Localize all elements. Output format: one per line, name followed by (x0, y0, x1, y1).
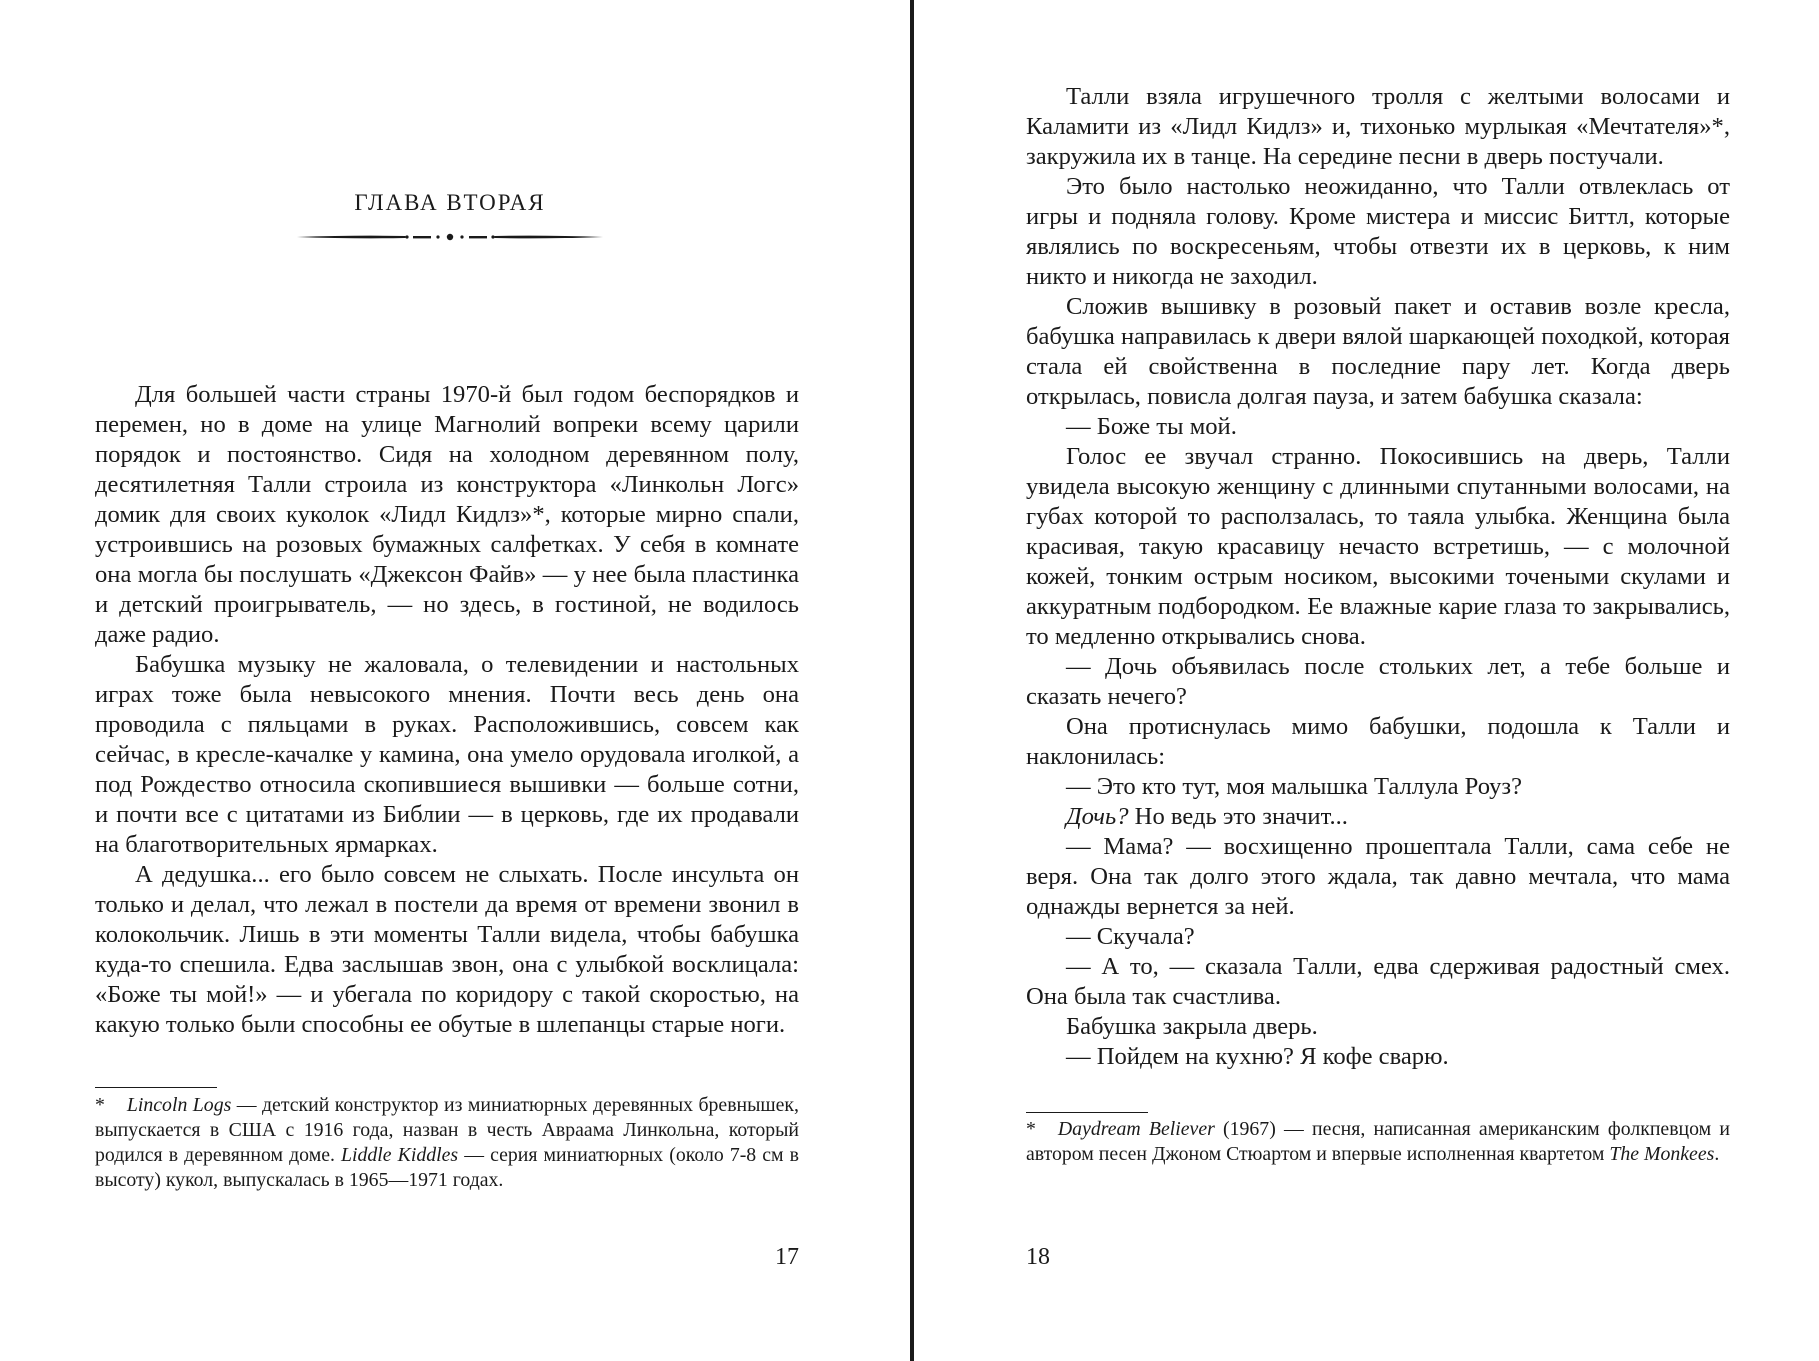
page-number: 17 (775, 1244, 799, 1270)
chapter-title: ГЛАВА ВТОРАЯ (354, 190, 546, 215)
ornament-dot-left (436, 235, 439, 238)
paragraph: Она протиснулась мимо бабушки, подошла к Талли и наклонилась: (1026, 713, 1730, 770)
paragraph: Для большей части страны 1970-й был годом беспорядков и перемен, но в доме на улице Магнолий вопреки всему царили порядок и постоянство. Сидя на холодном деревянном полу, десятилетняя Талли строила из конструктора «Линкольн Логс» домик для своих куколок «Лидл Кидлз»*, которые мирно спали, устроившись на розовых бумажных салфетках. У себя в комнате она могла бы послушать «Джексон Файв» — у нее была пластинка и детский проигрыватель, — но здесь, в гостиной, не водилось даже радио. (95, 381, 799, 648)
dialogue-line: — Это кто тут, моя малышка Таллула Роуз? (1066, 773, 1523, 800)
footnote: * Daydream Believer (1967) — песня, написанная американским фолкпевцом и автором песен Джоном Стюартом и впервые исполненная квартетом The Monkees. (1026, 1118, 1730, 1165)
dialogue-line: — Мама? — восхищенно прошептала Талли, сама себе не веря. Она так долго этого ждала, так давно мечтала, что мама однажды вернется за ней. (1026, 833, 1730, 920)
footnote: * Lincoln Logs — детский конструктор из миниатюрных деревянных бревнышек, выпускается в США с 1916 года, назван в честь Авраама Линкольна, который родился в деревянном доме. Liddle Kiddles — серия миниатюрных (около 7-8 см в высоту) кукол, выпускалась в 1965—1971 годах. (95, 1094, 799, 1191)
ornament-dot-center (447, 234, 453, 240)
ornament-dot-far-left (405, 235, 408, 238)
book-spine (910, 0, 914, 1361)
footnote-mark: * (95, 1094, 105, 1116)
footnote-term: Liddle Kiddles (341, 1144, 459, 1166)
ornament-right-swash (493, 236, 603, 239)
dialogue-line: — А то, — сказала Талли, едва сдерживая радостный смех. Она была так счастлива. (1026, 953, 1730, 1010)
footnote-mark: * (1026, 1118, 1036, 1140)
paragraph: Бабушка закрыла дверь. (1066, 1013, 1318, 1040)
dialogue-line: — Скучала? (1066, 923, 1195, 950)
paragraph: Сложив вышивку в розовый пакет и оставив возле кресла, бабушка направилась к двери вялой шаркающей походкой, которая стала ей свойственна в последние пару лет. Когда дверь открылась, повисла долгая пауза, и затем бабушка сказала: (1026, 293, 1730, 410)
left-body-text (95, 380, 799, 1040)
paragraph: Талли взяла игрушечного тролля с желтыми волосами и Каламити из «Лидл Кидлз» и, тихонько мурлыкая «Мечтателя»*, закружила их в танце. На середине песни в дверь постучали. (1026, 83, 1730, 170)
ornament-dash-right (469, 236, 487, 238)
paragraph: Голос ее звучал странно. Покосившись на дверь, Талли увидела высокую женщину с длинными спутанными волосами, на губах которой то расползалась, то таяла улыбка. Женщина была красивая, такую красавицу нечасто встретишь, — с молочной кожей, тонким острым носиком, высокими точеными скулами и аккуратным подбородком. Ее влажные карие глаза то закрывались, то медленно открывались снова. (1026, 443, 1730, 650)
dialogue-line: — Пойдем на кухню? Я кофе сварю. (1066, 1043, 1449, 1070)
footnote-rule (1026, 1112, 1148, 1113)
paragraph: Дочь? Но ведь это значит... (1066, 803, 1348, 830)
footnote-rule (95, 1087, 217, 1088)
italic-thought: Дочь? (1066, 803, 1129, 830)
paragraph: Бабушка музыку не жаловала, о телевидении и настольных играх тоже была невысокого мнения. Почти весь день она проводила с пяльцами в руках. Расположившись, совсем как сейчас, в кресле-качалке у камина, она умело орудовала иголкой, а под Рождество относила скопившиеся вышивки — больше сотни, и почти все с цитатами из Библии — в церковь, где их продавали на благотворительных ярмарках. (95, 651, 799, 858)
right-body-text (1026, 82, 1730, 1072)
paragraph: Это было настолько неожиданно, что Талли отвлеклась от игры и подняла голову. Кроме мистера и миссис Биттл, которые являлись по воскресеньям, чтобы отвезти их в церковь, к ним никто и никогда не заходил. (1026, 173, 1730, 290)
paragraph: А дедушка... его было совсем не слыхать. После инсульта он только и делал, что лежал в постели да время от времени звонил в колокольчик. Лишь в эти моменты Талли видела, чтобы бабушка куда-то спешила. Едва заслышав звон, она с улыбкой восклицала: «Боже ты мой!» — и убегала по коридору с такой скоростью, на какую только были способны ее обутые в шлепанцы старые ноги. (95, 861, 799, 1038)
footnote-term: Daydream Believer (1057, 1118, 1215, 1140)
dialogue-line: — Дочь объявилась после стольких лет, а тебе больше и сказать нечего? (1026, 653, 1730, 710)
footnote-term: Lincoln Logs (126, 1094, 232, 1116)
ornament-dot-far-right (491, 235, 494, 238)
ornament-left-swash (297, 236, 407, 239)
chapter-ornament (295, 226, 605, 248)
footnote-term: The Monkees (1609, 1143, 1715, 1165)
ornament-dash-left (413, 236, 431, 238)
ornament-dot-right (460, 235, 463, 238)
page-number: 18 (1026, 1244, 1050, 1270)
dialogue-line: — Боже ты мой. (1066, 413, 1237, 440)
